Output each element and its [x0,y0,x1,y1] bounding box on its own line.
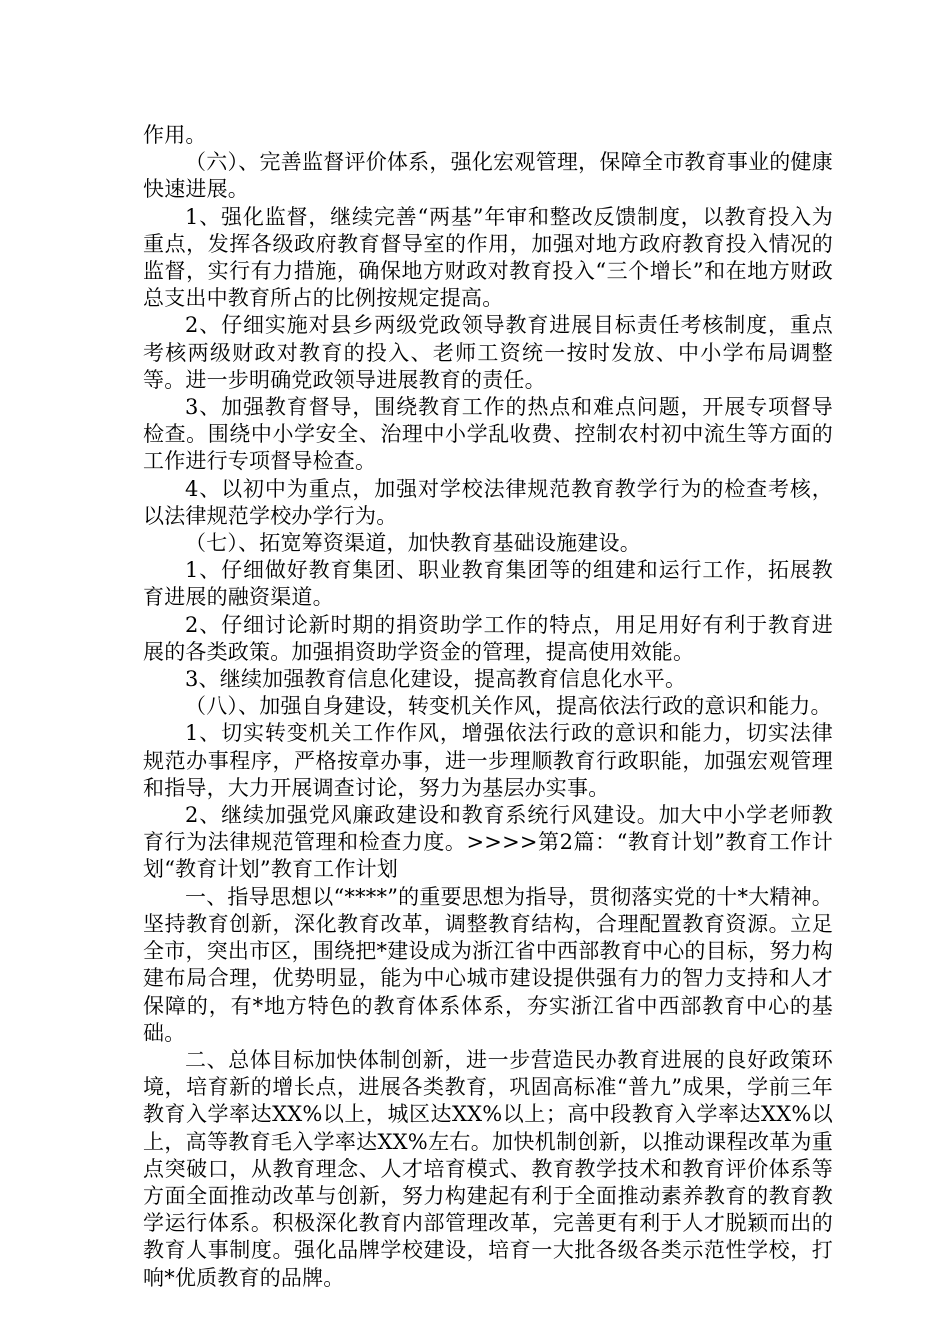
list-item-6-2: 2、仔细实施对县乡两级党政领导教育进展目标责任考核制度，重点考核两级财政对教育的投入、老师工资统一按时发放、中小学布局调整等。进一步明确党政领导进展教育的责任。 [143,313,833,392]
list-item-7-3: 3、继续加强教育信息化建设，提高教育信息化水平。 [185,667,687,692]
list-item-8-1: 1、切实转变机关工作作风，增强依法行政的意识和能力，切实法律规范办事程序，严格按章办事，进一步理顺教育行政职能，加强宏观管理和指导，大力开展调查讨论，努力为基层办实事。 [143,721,833,800]
section-heading-8: （八）、加强自身建设，转变机关作风，提高依法行政的意识和能力。 [185,694,832,719]
list-item-8-2: 2、继续加强党风廉政建设和教育系统行风建设。加大中小学老师教育行为法律规范管理和检查力度。>>>>第2篇：“教育计划”教育工作计划“教育计划”教育工作计划 [143,803,833,882]
list-item-6-3: 3、加强教育督导，围绕教育工作的热点和难点问题，开展专项督导检查。围绕中小学安全、治理中小学乱收费、控制农村初中流生等方面的工作进行专项督导检查。 [143,395,833,474]
list-item-7-1: 1、仔细做好教育集团、职业教育集团等的组建和运行工作，拓展教育进展的融资渠道。 [143,558,833,610]
list-item-6-4: 4、以初中为重点，加强对学校法律规范教育教学行为的检查考核，以法律规范学校办学行为。 [143,476,833,528]
guiding-ideology-paragraph: 一、指导思想以“****”的重要思想为指导，贯彻落实党的十*大精神。坚持教育创新，深化教育改革，调整教育结构，合理配置教育资源。立足全市，突出市区，围绕把*建设成为浙江省中西部教育中心的目标，努力构建布局合理，优势明显，能为中心城市建设提供强有力的智力支持和人才保障的，有*地方特色的教育体系体系，夯实浙江省中西部教育中心的基础。 [143,884,833,1045]
list-item-6-1: 1、强化监督，继续完善“两基”年审和整改反馈制度，以教育投入为重点，发挥各级政府教育督导室的作用，加强对地方政府教育投入情况的监督，实行有力措施，确保地方财政对教育投入“三个增长”和在地方财政总支出中教育所占的比例按规定提高。 [143,204,833,311]
list-item-7-2: 2、仔细讨论新时期的捐资助学工作的特点，用足用好有利于教育进展的各类政策。加强捐资助学资金的管理，提高使用效能。 [143,612,833,664]
section-heading-7: （七）、拓宽筹资渠道，加快教育基础设施建设。 [185,531,641,556]
overall-goal-paragraph: 二、总体目标加快体制创新，进一步营造民办教育进展的良好政策环境，培育新的增长点，进展各类教育，巩固高标准“普九”成果，学前三年教育入学率达XX%以上，城区达XX%以上；高中段教育入学率达XX%以上，高等教育毛入学率达XX%左右。加快机制创新，以推动课程改革为重点突破口，从教育理念、人才培育模式、教育教学技术和教育评价体系等方面全面推动改革与创新，努力构建起有利于全面推动素养教育的教育教学运行体系。积极深化教育内部管理改革，完善更有利于人才脱颖而出的教育人事制度。强化品牌学校建设，培育一大批各级各类示范性学校，打响*优质教育的品牌。 [143,1047,833,1290]
section-heading-6: （六）、完善监督评价体系，强化宏观管理，保障全市教育事业的健康快速进展。 [143,150,833,202]
document-page [143,122,833,1292]
paragraph-continuation: 作用。 [143,123,207,147]
